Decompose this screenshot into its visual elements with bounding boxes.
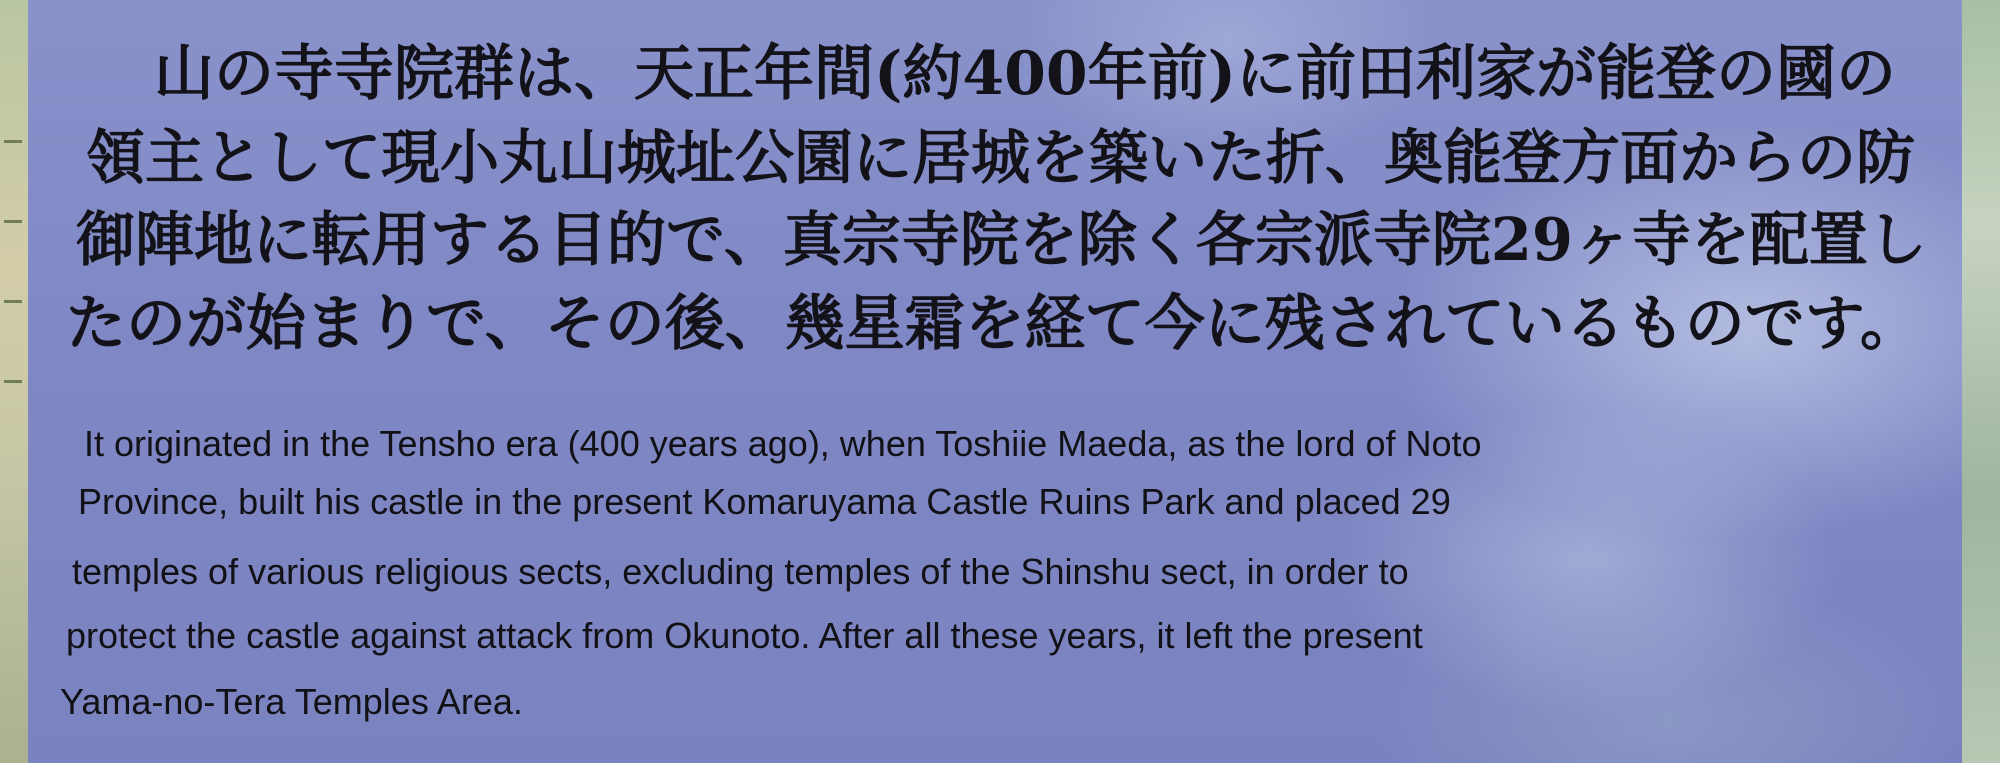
- english-line-2: Province, built his castle in the present Komaruyama Castle Ruins Park and placed 29: [78, 481, 1451, 522]
- english-line-4: protect the castle against attack from Okunoto. After all these years, it left the present: [66, 615, 1423, 656]
- japanese-line-1: 山の寺寺院群は、天正年間(約400年前)に前田利家が能登の國の: [154, 39, 1897, 109]
- right-background-edge: [1962, 0, 2000, 763]
- japanese-line-3: 御陣地に転用する目的で、真宗寺院を除く各宗派寺院29ヶ寺を配置し: [76, 205, 1927, 274]
- left-edge-stripe: [4, 220, 22, 223]
- english-line-3: temples of various religious sects, excluding temples of the Shinshu sect, in order to: [72, 551, 1409, 592]
- japanese-line-2: 領主として現小丸山城址公園に居城を築いた折、奥能登方面からの防: [86, 123, 1916, 192]
- left-edge-stripe: [4, 380, 22, 383]
- left-edge-stripe: [4, 140, 22, 143]
- english-line-5: Yama-no-Tera Temples Area.: [60, 681, 523, 722]
- left-background-edge: [0, 0, 28, 763]
- english-line-1: It originated in the Tensho era (400 years ago), when Toshiie Maeda, as the lord of Noto: [84, 423, 1482, 464]
- sign-panel: [28, 0, 1962, 763]
- left-edge-stripe: [4, 300, 22, 303]
- japanese-line-4: たのが始まりで、その後、幾星霜を経て今に残されているものです。: [66, 289, 1920, 359]
